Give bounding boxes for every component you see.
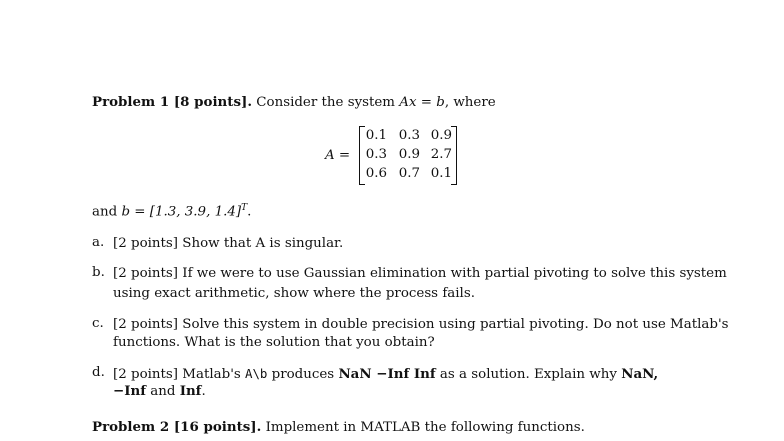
problem1-where: , where xyxy=(444,95,496,110)
matrix-cell: 0.7 xyxy=(398,166,420,181)
problem2-text: Implement in MATLAB the following functions. xyxy=(265,420,585,435)
matrix-cell: 0.9 xyxy=(398,147,420,162)
item-d-end: . xyxy=(201,384,206,399)
matrix-cell: 0.3 xyxy=(398,128,420,143)
matrix-cell: 0.1 xyxy=(430,166,452,181)
item-d-inf: Inf xyxy=(413,366,436,382)
item-d-code: A\b xyxy=(245,366,268,381)
item-d-mid: produces xyxy=(267,367,339,382)
matrix-label: A = xyxy=(325,148,351,163)
problem1-system: Ax = b xyxy=(399,95,445,110)
item-b-label: b. xyxy=(92,265,105,280)
item-d-pre: [2 points] Matlab's xyxy=(113,367,245,382)
item-d-post: as a solution. Explain why xyxy=(435,367,622,382)
item-d-and: and xyxy=(145,384,180,399)
and-text: and xyxy=(92,204,122,220)
item-d-line1 xyxy=(113,365,658,383)
matrix-cell: 2.7 xyxy=(430,147,452,162)
problem2-title: Problem 2 [16 points]. xyxy=(92,419,262,435)
item-c-line1: [2 points] Solve this system in double precision using partial pivoting. Do not use Matlab's xyxy=(113,317,729,332)
item-c-label: c. xyxy=(92,316,104,331)
problem1-intro: Consider the system xyxy=(256,95,396,110)
item-d-neginf2: −Inf xyxy=(113,383,146,399)
vector-b-end: . xyxy=(247,204,252,220)
problem1-heading xyxy=(92,94,496,111)
item-d-neginf: −Inf xyxy=(371,366,414,382)
item-b-line2: using exact arithmetic, show where the process fails. xyxy=(113,286,475,301)
matrix-cell: 0.3 xyxy=(365,147,387,162)
vector-b-line xyxy=(92,200,251,220)
item-d-inf2: Inf xyxy=(179,383,202,399)
item-d-nan: NaN xyxy=(338,366,372,382)
matrix-cell: 0.9 xyxy=(430,128,452,143)
item-d-line2 xyxy=(113,383,206,400)
problem2-heading xyxy=(92,419,585,436)
item-a-label: a. xyxy=(92,235,105,250)
item-d-label: d. xyxy=(92,365,105,380)
vector-b: b = [1.3, 3.9, 1.4] xyxy=(121,204,242,220)
item-d-nan2: NaN, xyxy=(621,366,659,382)
problem1-title: Problem 1 [8 points]. xyxy=(92,94,252,110)
item-a-text: [2 points] Show that A is singular. xyxy=(113,236,344,251)
matrix-a xyxy=(359,126,457,184)
matrix-cell: 0.1 xyxy=(365,128,387,143)
matrix-cell: 0.6 xyxy=(365,166,387,181)
transpose-sup: T xyxy=(241,203,248,213)
item-b-line1: [2 points] If we were to use Gaussian elimination with partial pivoting to solve this system xyxy=(113,266,727,281)
item-c-line2: functions. What is the solution that you obtain? xyxy=(113,335,435,350)
